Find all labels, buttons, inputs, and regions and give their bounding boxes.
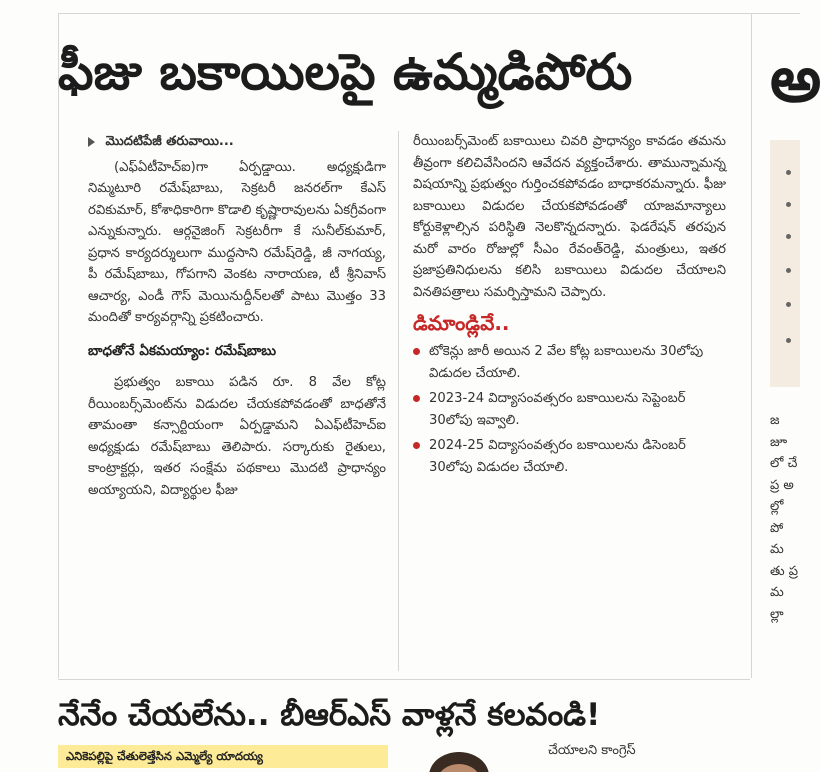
right-column [413,131,726,482]
demand-item [413,435,726,478]
paragraph: రీయింబర్స్‌మెంట్ బకాయిలు చివరి ప్రాధాన్యం కావడం తమను తీవ్రంగా కలిచివేసిందని ఆవేదన వ్యక్తంచేశారు. తామున్నామన్న విషయాన్ని ప్రభుత్వం గుర్తించకపోవడం బాధాకరమన్నారు. ఫీజు బకాయిలు విడుదల చేయకపోవడంతో యాజమాన్యాలు కోర్టుకెళ్లాల్సిన పరిస్థితి నెలకొన్నదన్నారు. ఫెడరేషన్ తరపున మరో వారం రోజుల్లో సీఎం రేవంత్‌రెడ్డి, మంత్రులు, ఇతర ప్రజాప్రతినిధులను కలిసి బకాయిలు విడుదల చేయాలని వినతిపత్రాలు సమర్పిస్తామని చెప్పారు. [413,134,726,300]
side-highlight-box [770,140,800,387]
portrait-image [404,742,514,768]
subheading: బాధతోనే ఏకమయ్యాం: రమేష్‌బాబు [88,342,276,359]
continued-label-text: మొదటిపేజీ తరువాయి... [105,134,234,149]
portrait-photo [404,742,514,768]
left-column [88,131,386,501]
demand-text: 2024-25 విద్యాసంవత్సరం బకాయిలను డిసెంబర్ 30లోపు విడుదల చేయాలి. [429,438,686,475]
demands-title: డిమాండ్లివే.. [413,311,510,335]
demand-item [413,341,726,384]
demand-item [413,388,726,431]
bullet-icon [413,442,420,449]
paragraph: ప్రభుత్వం బకాయి పడిన రూ. 8 వేల కోట్ల రీయింబర్స్‌మెంట్‌ను విడుదల చేయకపోవడంతో బాధతోనే తామంతా కన్సార్టియంగా ఏర్పడ్డామని ఏఎఫ్‌టీహెచ్ఐ అధ్యక్షుడు రమేష్‌బాబు తెలిపారు. సర్కారుకు రైతులు, కాంట్రాక్టర్లు, ఇతర సంక్షేమ పథకాలు మొదటి ప్రాధాన్యం అయ్యాయని, విద్యార్థుల ఫీజు [88,375,386,498]
bullet-icon [786,302,791,307]
bullet-icon [413,348,420,355]
paragraph: (ఎఫ్ఏటీహెచ్ఐ)గా ఏర్పడ్డాయి. అధ్యక్షుడిగా నిమ్మటూరి రమేష్‌బాబు, సెక్రటరీ జనరల్‌గా కేఎస్ రవికుమార్, కోశాధికారిగా కొడాలి కృష్ణారావులను ఏకగ్రీవంగా ఎన్నుకున్నారు. ఆర్గనైజింగ్ సెక్రటరీగా కే సునీల్‌కుమార్, ప్రధాన కార్యదర్శులుగా ముద్దసాని రమేష్‌రెడ్డి, జీ నాగయ్య, పీ రమేష్‌బాబు, గోపగాని వెంకట నారాయణ, టీ శ్రీనివాస్ ఆచార్య, ఎండీ గౌస్ మెయినుద్దీన్‌లతో పాటు మొత్తం 33 మందితో కార్యవర్గాన్ని ప్రకటించారు. [88,159,386,325]
side-rule [770,13,800,14]
second-headline: నేనేం చేయలేను.. బీఆర్ఎస్ వాళ్లనే కలవండి! [58,697,601,733]
column-rule [398,131,399,671]
column-divider [751,13,752,678]
bullet-icon [786,338,791,343]
top-rule [58,13,800,14]
side-article-title: అ [770,43,821,117]
demand-text: టోకెన్లు జారీ అయిన 2 వేల కోట్ల బకాయిలను 30లోపు విడుదల చేయాలి. [429,344,704,381]
bullet-icon [786,234,791,239]
side-article-text: జ జూ లో చే ప్ర అ ల్లో పో మ తు ప్ర మ ల్లా [770,413,798,622]
bullet-icon [413,395,420,402]
bullet-icon [786,170,791,175]
article-headline: ఫీజు బకాయిలపై ఉమ్మడిపోరు [58,43,633,101]
demand-text: 2023-24 విద్యాసంవత్సరం బకాయిలను సెప్టెంబర్ 30లోపు ఇవ్వాలి. [429,391,686,428]
second-article-text: చేయాలని కాంగ్రెస్ [548,743,636,758]
continued-label [88,131,386,153]
bullet-icon [786,268,791,273]
section-rule [58,679,750,680]
arrow-right-icon [88,137,95,147]
bullet-icon [786,202,791,207]
kicker-label: ఎనికెపల్లిపై చేతులెత్తేసిన ఎమ్మెల్యే యాదయ్య [58,745,388,768]
